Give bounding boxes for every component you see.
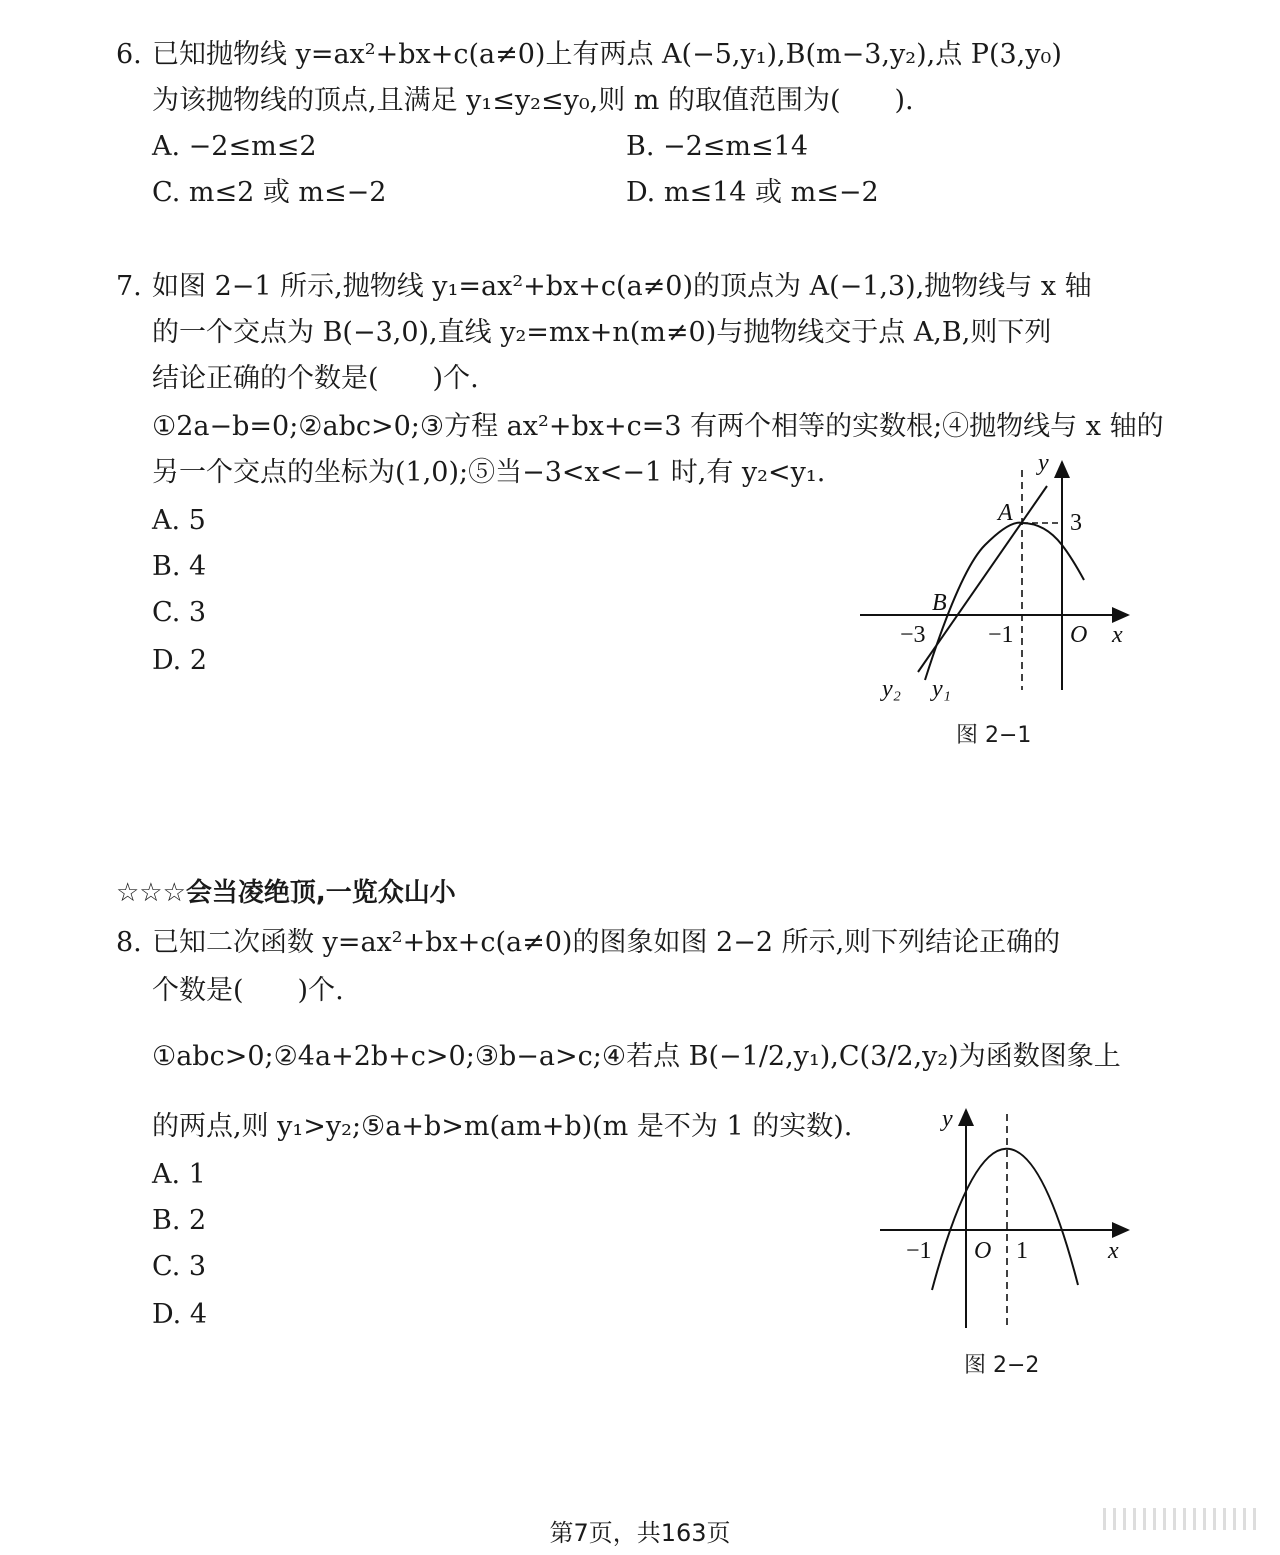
question-7-option-c: C. 3 bbox=[152, 597, 207, 628]
question-7-line-1: 如图 2−1 所示,抛物线 y₁=ax²+bx+c(a≠0)的顶点为 A(−1,3),抛物线与 x 轴 bbox=[152, 271, 1092, 302]
question-8-number: 8. bbox=[116, 927, 142, 958]
question-8-option-a: A. 1 bbox=[152, 1159, 206, 1190]
figure-2-1-caption: 图 2−1 bbox=[956, 723, 1032, 748]
fig1-label-a: A bbox=[998, 500, 1013, 526]
question-8-line-1: 已知二次函数 y=ax²+bx+c(a≠0)的图象如图 2−2 所示,则下列结论正确的 bbox=[152, 927, 1061, 958]
question-7-option-a: A. 5 bbox=[152, 505, 206, 536]
question-6-line-2: 为该抛物线的顶点,且满足 y₁≤y₂≤y₀,则 m 的取值范围为( ). bbox=[152, 85, 914, 116]
figure-2-1 bbox=[850, 450, 1140, 710]
fig1-label-origin: O bbox=[1070, 622, 1088, 648]
fig2-label-y: y bbox=[942, 1106, 953, 1132]
fig2-label-tick-1: 1 bbox=[1016, 1238, 1028, 1264]
fig1-label-tick-neg1: −1 bbox=[988, 622, 1014, 648]
fig2-label-origin: O bbox=[974, 1238, 992, 1264]
fig1-label-x: x bbox=[1112, 622, 1123, 648]
question-7-line-2: 的一个交点为 B(−3,0),直线 y₂=mx+n(m≠0)与抛物线交于点 A,B,则下列 bbox=[152, 317, 1052, 348]
figure-2-2 bbox=[870, 1100, 1140, 1340]
question-6-option-d: D. m≤14 或 m≤−2 bbox=[626, 177, 879, 208]
fig1-line-y2 bbox=[918, 486, 1047, 672]
question-7-line-5: 另一个交点的坐标为(1,0);⑤当−3<x<−1 时,有 y₂<y₁. bbox=[152, 457, 826, 488]
fig2-label-x: x bbox=[1108, 1238, 1119, 1264]
question-6-number: 6. bbox=[116, 39, 142, 70]
question-7-line-4: ①2a−b=0;②abc>0;③方程 ax²+bx+c=3 有两个相等的实数根;④抛物线与 x 轴的 bbox=[152, 411, 1164, 442]
question-6-line-1: 已知抛物线 y=ax²+bx+c(a≠0)上有两点 A(−5,y₁),B(m−3,y₂),点 P(3,y₀) bbox=[152, 39, 1062, 70]
question-7-option-b: B. 4 bbox=[152, 551, 207, 582]
page-footer: 第7页，共163页 bbox=[549, 1519, 731, 1547]
fig1-label-y: y bbox=[1038, 450, 1049, 476]
fig1-label-y1: y₁ bbox=[932, 676, 951, 702]
question-7-line-3: 结论正确的个数是( )个. bbox=[152, 363, 479, 394]
question-8-option-c: C. 3 bbox=[152, 1251, 207, 1282]
fig1-label-tick-3: 3 bbox=[1070, 510, 1082, 536]
figure-2-2-caption: 图 2−2 bbox=[964, 1353, 1040, 1378]
question-6-option-b: B. −2≤m≤14 bbox=[626, 131, 809, 162]
fig1-label-y2: y₂ bbox=[882, 676, 901, 702]
question-6-option-c: C. m≤2 或 m≤−2 bbox=[152, 177, 387, 208]
question-8-option-b: B. 2 bbox=[152, 1205, 207, 1236]
fig2-parabola bbox=[932, 1149, 1078, 1290]
question-8-line-3: ①abc>0;②4a+2b+c>0;③b−a>c;④若点 B(−1/2,y₁),C(3/2,y₂)为函数图象上 bbox=[152, 1041, 1121, 1072]
question-7-option-d: D. 2 bbox=[152, 645, 208, 676]
question-8-option-d: D. 4 bbox=[152, 1299, 208, 1330]
question-7-number: 7. bbox=[116, 271, 142, 302]
question-8-line-2: 个数是( )个. bbox=[152, 975, 344, 1006]
fig2-label-tick-neg1: −1 bbox=[906, 1238, 932, 1264]
question-6-option-a: A. −2≤m≤2 bbox=[152, 131, 317, 162]
fig1-label-tick-neg3: −3 bbox=[900, 622, 926, 648]
fig1-label-b: B bbox=[932, 590, 947, 616]
section-heading: ☆☆☆会当凌绝顶,一览众山小 bbox=[116, 878, 456, 908]
question-8-line-4: 的两点,则 y₁>y₂;⑤a+b>m(am+b)(m 是不为 1 的实数). bbox=[152, 1111, 853, 1142]
